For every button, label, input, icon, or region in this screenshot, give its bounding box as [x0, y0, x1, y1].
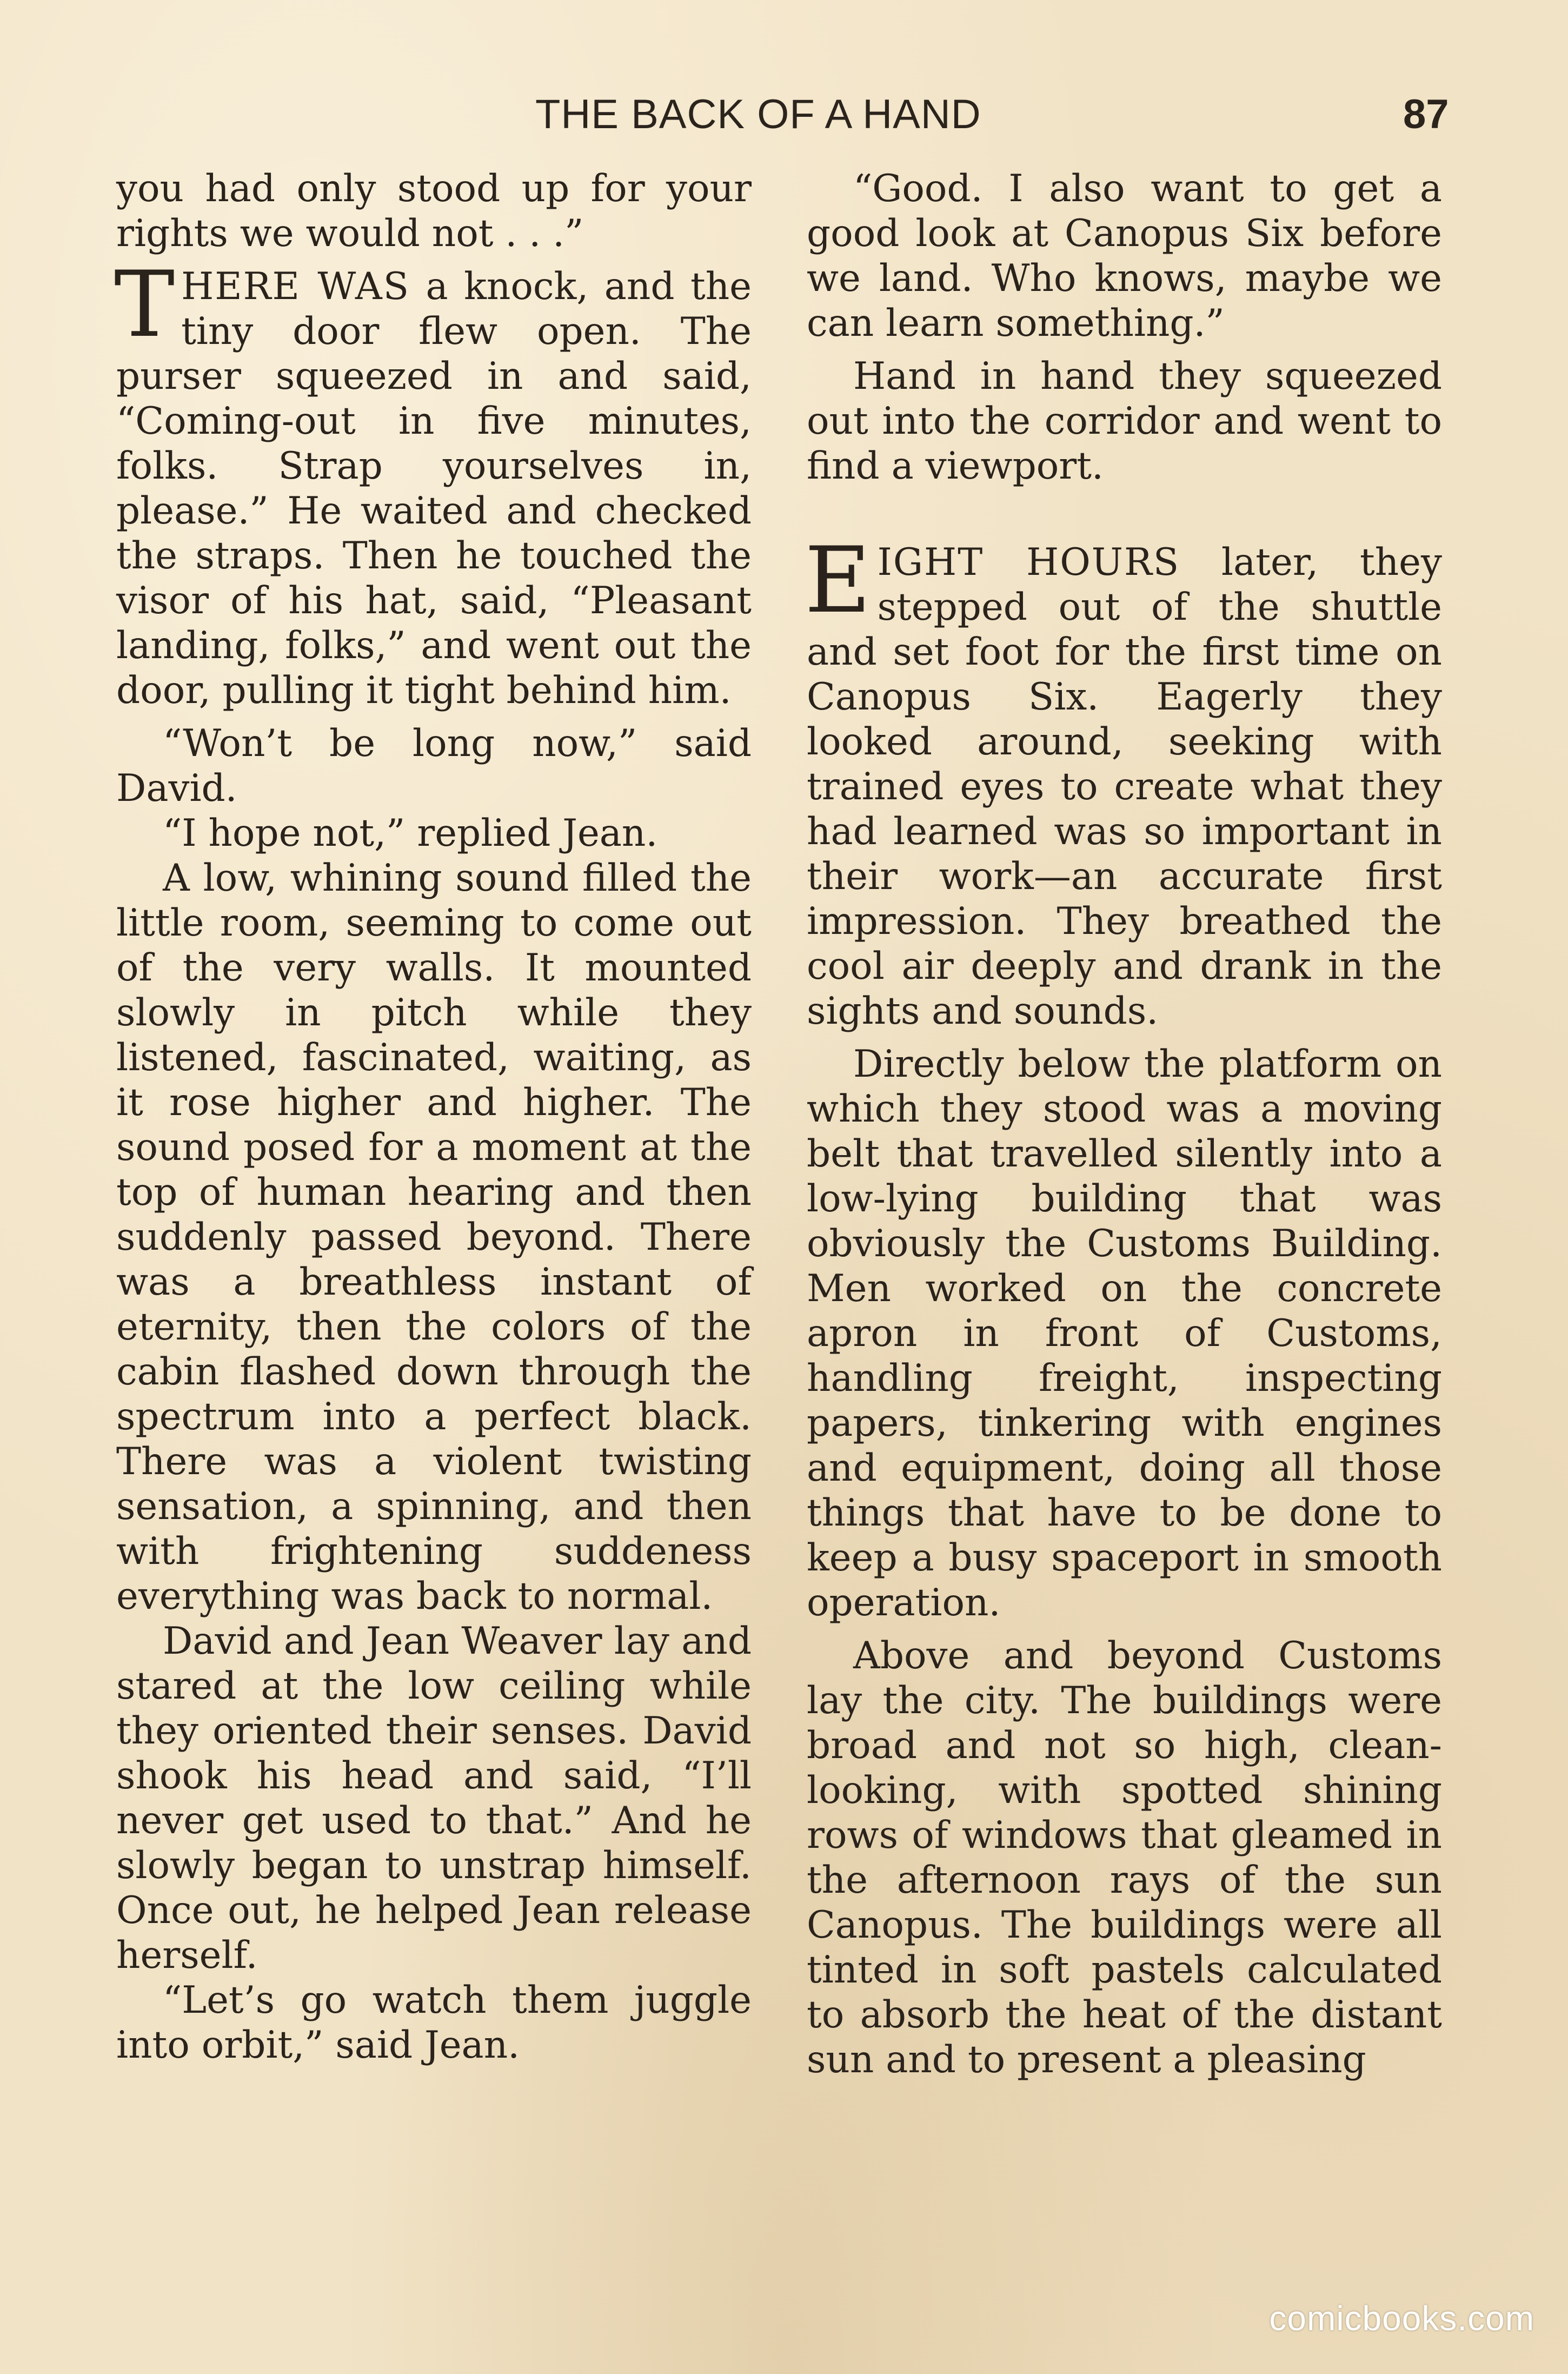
- paragraph: “Good. I also want to get a good look at Canopus Six before we land. Who knows, maybe we can learn something.”: [807, 167, 1442, 345]
- lead-in: HERE WAS: [181, 265, 410, 308]
- paragraph: “Won’t be long now,” said David.: [116, 722, 752, 810]
- right-column: [807, 167, 1442, 2083]
- paragraph-text: a knock, and the tiny door flew open. The purser squeezed in and said, “Coming-out in five minutes, folks. Strap yourselves in, please.” He waited and checked the straps. Then he touched the visor of his hat, said, “Pleasant landing, folks,” and went out the door, pulling it tight behind him.: [116, 265, 752, 712]
- drop-cap: T: [114, 251, 175, 357]
- running-title: THE BACK OF A HAND: [535, 91, 981, 137]
- left-column: [116, 167, 752, 2068]
- source-watermark: comicbooks.com: [1269, 2299, 1534, 2338]
- paragraph: Directly below the platform on which they stood was a moving belt that travelled silently into a low-lying building that was obviously the Customs Building. Men worked on the concrete apron in front of Customs, handling freight, inspecting papers, tinkering with engines and equipment, doing all those things that have to be done to keep a busy spaceport in smooth operation.: [807, 1043, 1442, 1624]
- section-start-paragraph: [114, 251, 752, 713]
- lead-in: IGHT HOURS: [877, 541, 1180, 584]
- paragraph-text: later, they stepped out of the shuttle and set foot for the first time on Canopus Six. Eagerly they looked around, seeking with trained eyes to create what they had learned was so important in their work—an accurate first impression. They breathed the cool air deeply and drank in the sights and sounds.: [807, 541, 1442, 1033]
- paragraph: Hand in hand they squeezed out into the corridor and went to find a viewport.: [807, 355, 1442, 488]
- paragraph: “Let’s go watch them juggle into orbit,” said Jean.: [116, 1979, 752, 2067]
- drop-cap: E: [805, 527, 871, 633]
- paragraph: Above and beyond Customs lay the city. The buildings were broad and not so high, clean-looking, with spotted shining rows of windows that gleamed in the afternoon rays of the sun Canopus. The buildings were all tinted in soft pastels calculated to absorb the heat of the distant sun and to present a pleasing: [807, 1634, 1442, 2081]
- paragraph: A low, whining sound filled the little room, seeming to come out of the very walls. It mounted slowly in pitch while they listened, fascinated, waiting, as it rose higher and higher. The sound posed for a moment at the top of human hearing and then suddenly passed beyond. There was a breathless instant of eternity, then the colors of the cabin flashed down through the spectrum into a perfect black. There was a violent twisting sensation, a spinning, and then with frightening suddeness everything was back to normal.: [116, 857, 752, 1618]
- paragraph: David and Jean Weaver lay and stared at the low ceiling while they oriented their senses. David shook his head and said, “I’ll never get used to that.” And he slowly began to unstrap himself. Once out, he helped Jean release herself.: [116, 1620, 752, 1977]
- page-number: 87: [1403, 91, 1449, 137]
- paragraph: you had only stood up for your rights we would not . . .”: [116, 167, 752, 255]
- paragraph: “I hope not,” replied Jean.: [163, 812, 658, 855]
- section-start-paragraph: [805, 527, 1442, 1034]
